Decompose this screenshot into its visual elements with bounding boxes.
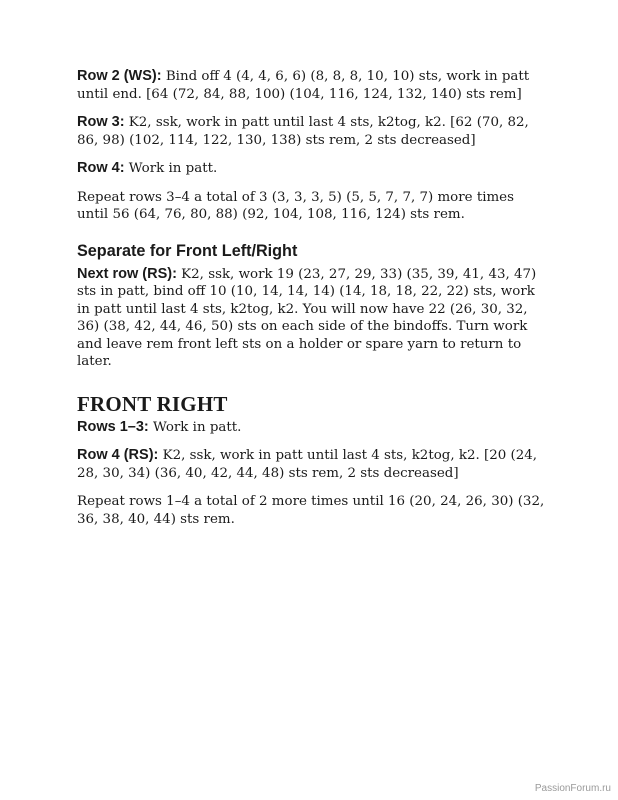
pattern-page [77,68,547,528]
watermark: PassionForum.ru [534,783,611,794]
row-label: Row 3: [77,114,125,130]
row-text: Work in patt. [148,419,242,435]
row-3-instruction [77,114,547,149]
rows-1-3-instruction [77,419,547,437]
section-title-front-right: FRONT RIGHT [77,391,228,416]
row-text: K2, ssk, work in patt until last 4 sts, k2tog, k2. [62 (70, 82, 86, 98) (102, 114, 122, 130, 138) sts rem, 2 sts decreased] [77,115,529,148]
row-text: Work in patt. [124,161,218,176]
row-4-instruction [77,160,547,178]
next-row-instruction [77,266,547,371]
row-4-rs-instruction [77,447,547,482]
row-text: K2, ssk, work 19 (23, 27, 29, 33) (35, 39, 41, 43, 47) sts in patt, bind off 10 (10, 14, 14, 14) (14, 18, 18, 22, 22) sts, work in patt until last 4 sts, k2tog, k2. You will now have 22 (26, 30, 32, 36) (38, 42, 44, 46, 50) sts on each side of the bindoffs. Turn work and leave rem front left sts on a holder or spare yarn to return to later. [77,266,537,369]
row-2-instruction [77,68,547,103]
row-text: Bind off 4 (4, 4, 6, 6) (8, 8, 8, 10, 10) sts, work in patt until end. [64 (72, 84, 88, 100) (104, 116, 124, 132, 140) sts rem] [77,69,530,102]
row-label: Rows 1–3: [77,418,149,435]
repeat-instruction-2: Repeat rows 1–4 a total of 2 more times until 16 (20, 24, 26, 30) (32, 36, 38, 40, 44) sts rem. [77,494,545,527]
row-label: Row 2 (WS): [77,68,162,84]
repeat-instruction-1: Repeat rows 3–4 a total of 3 (3, 3, 3, 5) (5, 5, 7, 7, 7) more times until 56 (64, 76, 80, 88) (92, 104, 108, 116, 124) sts rem. [77,189,514,222]
row-label: Row 4 (RS): [77,447,159,463]
row-label: Row 4: [77,160,125,176]
row-text: K2, ssk, work in patt until last 4 sts, k2tog, k2. [20 (24, 28, 30, 34) (36, 40, 42, 44, 48) sts rem, 2 sts decreased] [77,448,538,481]
section-heading-separate: Separate for Front Left/Right [77,241,298,260]
row-label: Next row (RS): [77,265,177,282]
